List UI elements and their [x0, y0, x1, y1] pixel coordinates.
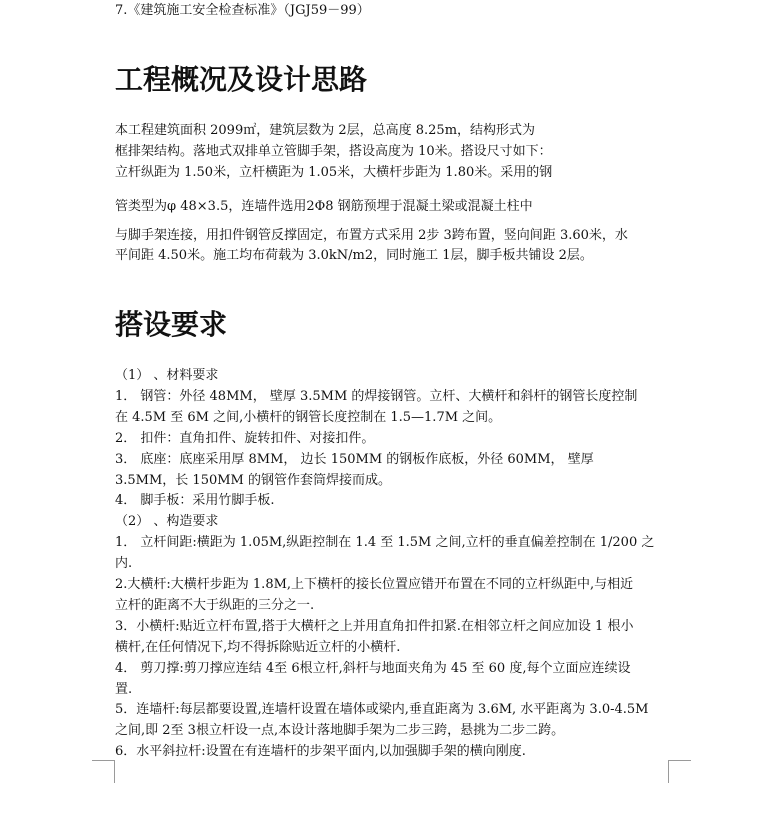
crop-mark-right: [668, 760, 691, 783]
requirement-line: 2.大横杆:大横杆步距为 1.8M,上下横杆的接长位置应错开布置在不同的立杆纵距中,与相近: [115, 577, 634, 592]
requirement-line: 1． 钢管：外径 48MM， 壁厚 3.5MM 的焊接钢管。立杆、大横杆和斜杆的钢管长度控制: [115, 389, 638, 404]
requirement-line: 内.: [115, 556, 133, 571]
requirement-line: 2． 扣件：直角扣件、旋转扣件、对接扣件。: [115, 431, 375, 446]
section-title-requirements: 搭设要求: [115, 308, 228, 341]
requirement-line: 3． 底座：底座采用厚 8MM， 边长 150MM 的钢板作底板，外径 60MM， 壁厚: [115, 452, 594, 467]
requirement-line: 置.: [115, 682, 133, 697]
requirement-line: 3．小横杆:贴近立杆布置,搭于大横杆之上并用直角扣件扣紧.在相邻立杆之间应加设 1 根小: [115, 619, 634, 634]
requirement-line: 5．连墙杆:每层都要设置,连墙杆设置在墙体或梁内,垂直距离为 3.6M, 水平距离为 3.0-4.5M: [115, 702, 649, 717]
overview-line: 与脚手架连接，用扣件钢管反撑固定，布置方式采用 2步 3跨布置，竖向间距 3.60米，水: [115, 228, 628, 243]
requirement-line: 6．水平斜拉杆:设置在有连墙杆的步架平面内,以加强脚手架的横向刚度.: [115, 744, 526, 759]
requirement-line: 1． 立杆间距:横距为 1.05M,纵距控制在 1.4 至 1.5M 之间,立杆的垂直偏差控制在 1/200 之: [115, 535, 655, 550]
requirement-line: （1） 、材料要求: [115, 368, 219, 383]
overview-line: 立杆纵距为 1.50米，立杆横距为 1.05米，大横杆步距为 1.80米。采用的钢: [115, 165, 553, 180]
requirement-line: 3.5MM，长 150MM 的钢管作套筒焊接而成。: [115, 473, 391, 488]
overview-line: 框排架结构。落地式双排单立管脚手架，搭设高度为 10米。搭设尺寸如下：: [115, 144, 552, 159]
requirement-line: 立杆的距离不大于纵距的三分之一.: [115, 598, 315, 613]
reference-standard-line: 7.《建筑施工安全检查标准》（JGJ59－99）: [115, 3, 370, 18]
requirement-line: 在 4.5M 至 6M 之间,小横杆的钢管长度控制在 1.5—1.7M 之间。: [115, 410, 502, 425]
overview-line: 管类型为φ 48×3.5，连墙件选用2Φ8 钢筋预埋于混凝土梁或混凝土柱中: [115, 199, 533, 214]
requirement-line: 之间,即 2至 3根立杆设一点,本设计落地脚手架为二步三跨，悬挑为二步二跨。: [115, 723, 565, 738]
crop-mark-left: [92, 760, 115, 783]
requirement-line: （2） 、构造要求: [115, 514, 219, 529]
requirement-line: 4． 脚手板：采用竹脚手板.: [115, 493, 275, 508]
overview-line: 平间距 4.50米。施工均布荷载为 3.0kN/m2，同时施工 1层，脚手板共铺设 2层。: [115, 248, 593, 263]
requirement-line: 4． 剪刀撑:剪刀撑应连结 4至 6根立杆,斜杆与地面夹角为 45 至 60 度,每个立面应连续设: [115, 661, 631, 676]
requirement-line: 横杆,在任何情况下,均不得拆除贴近立杆的小横杆.: [115, 640, 401, 655]
overview-line: 本工程建筑面积 2099㎡，建筑层数为 2层，总高度 8.25m，结构形式为: [115, 123, 536, 138]
section-title-overview: 工程概况及设计思路: [115, 63, 368, 96]
